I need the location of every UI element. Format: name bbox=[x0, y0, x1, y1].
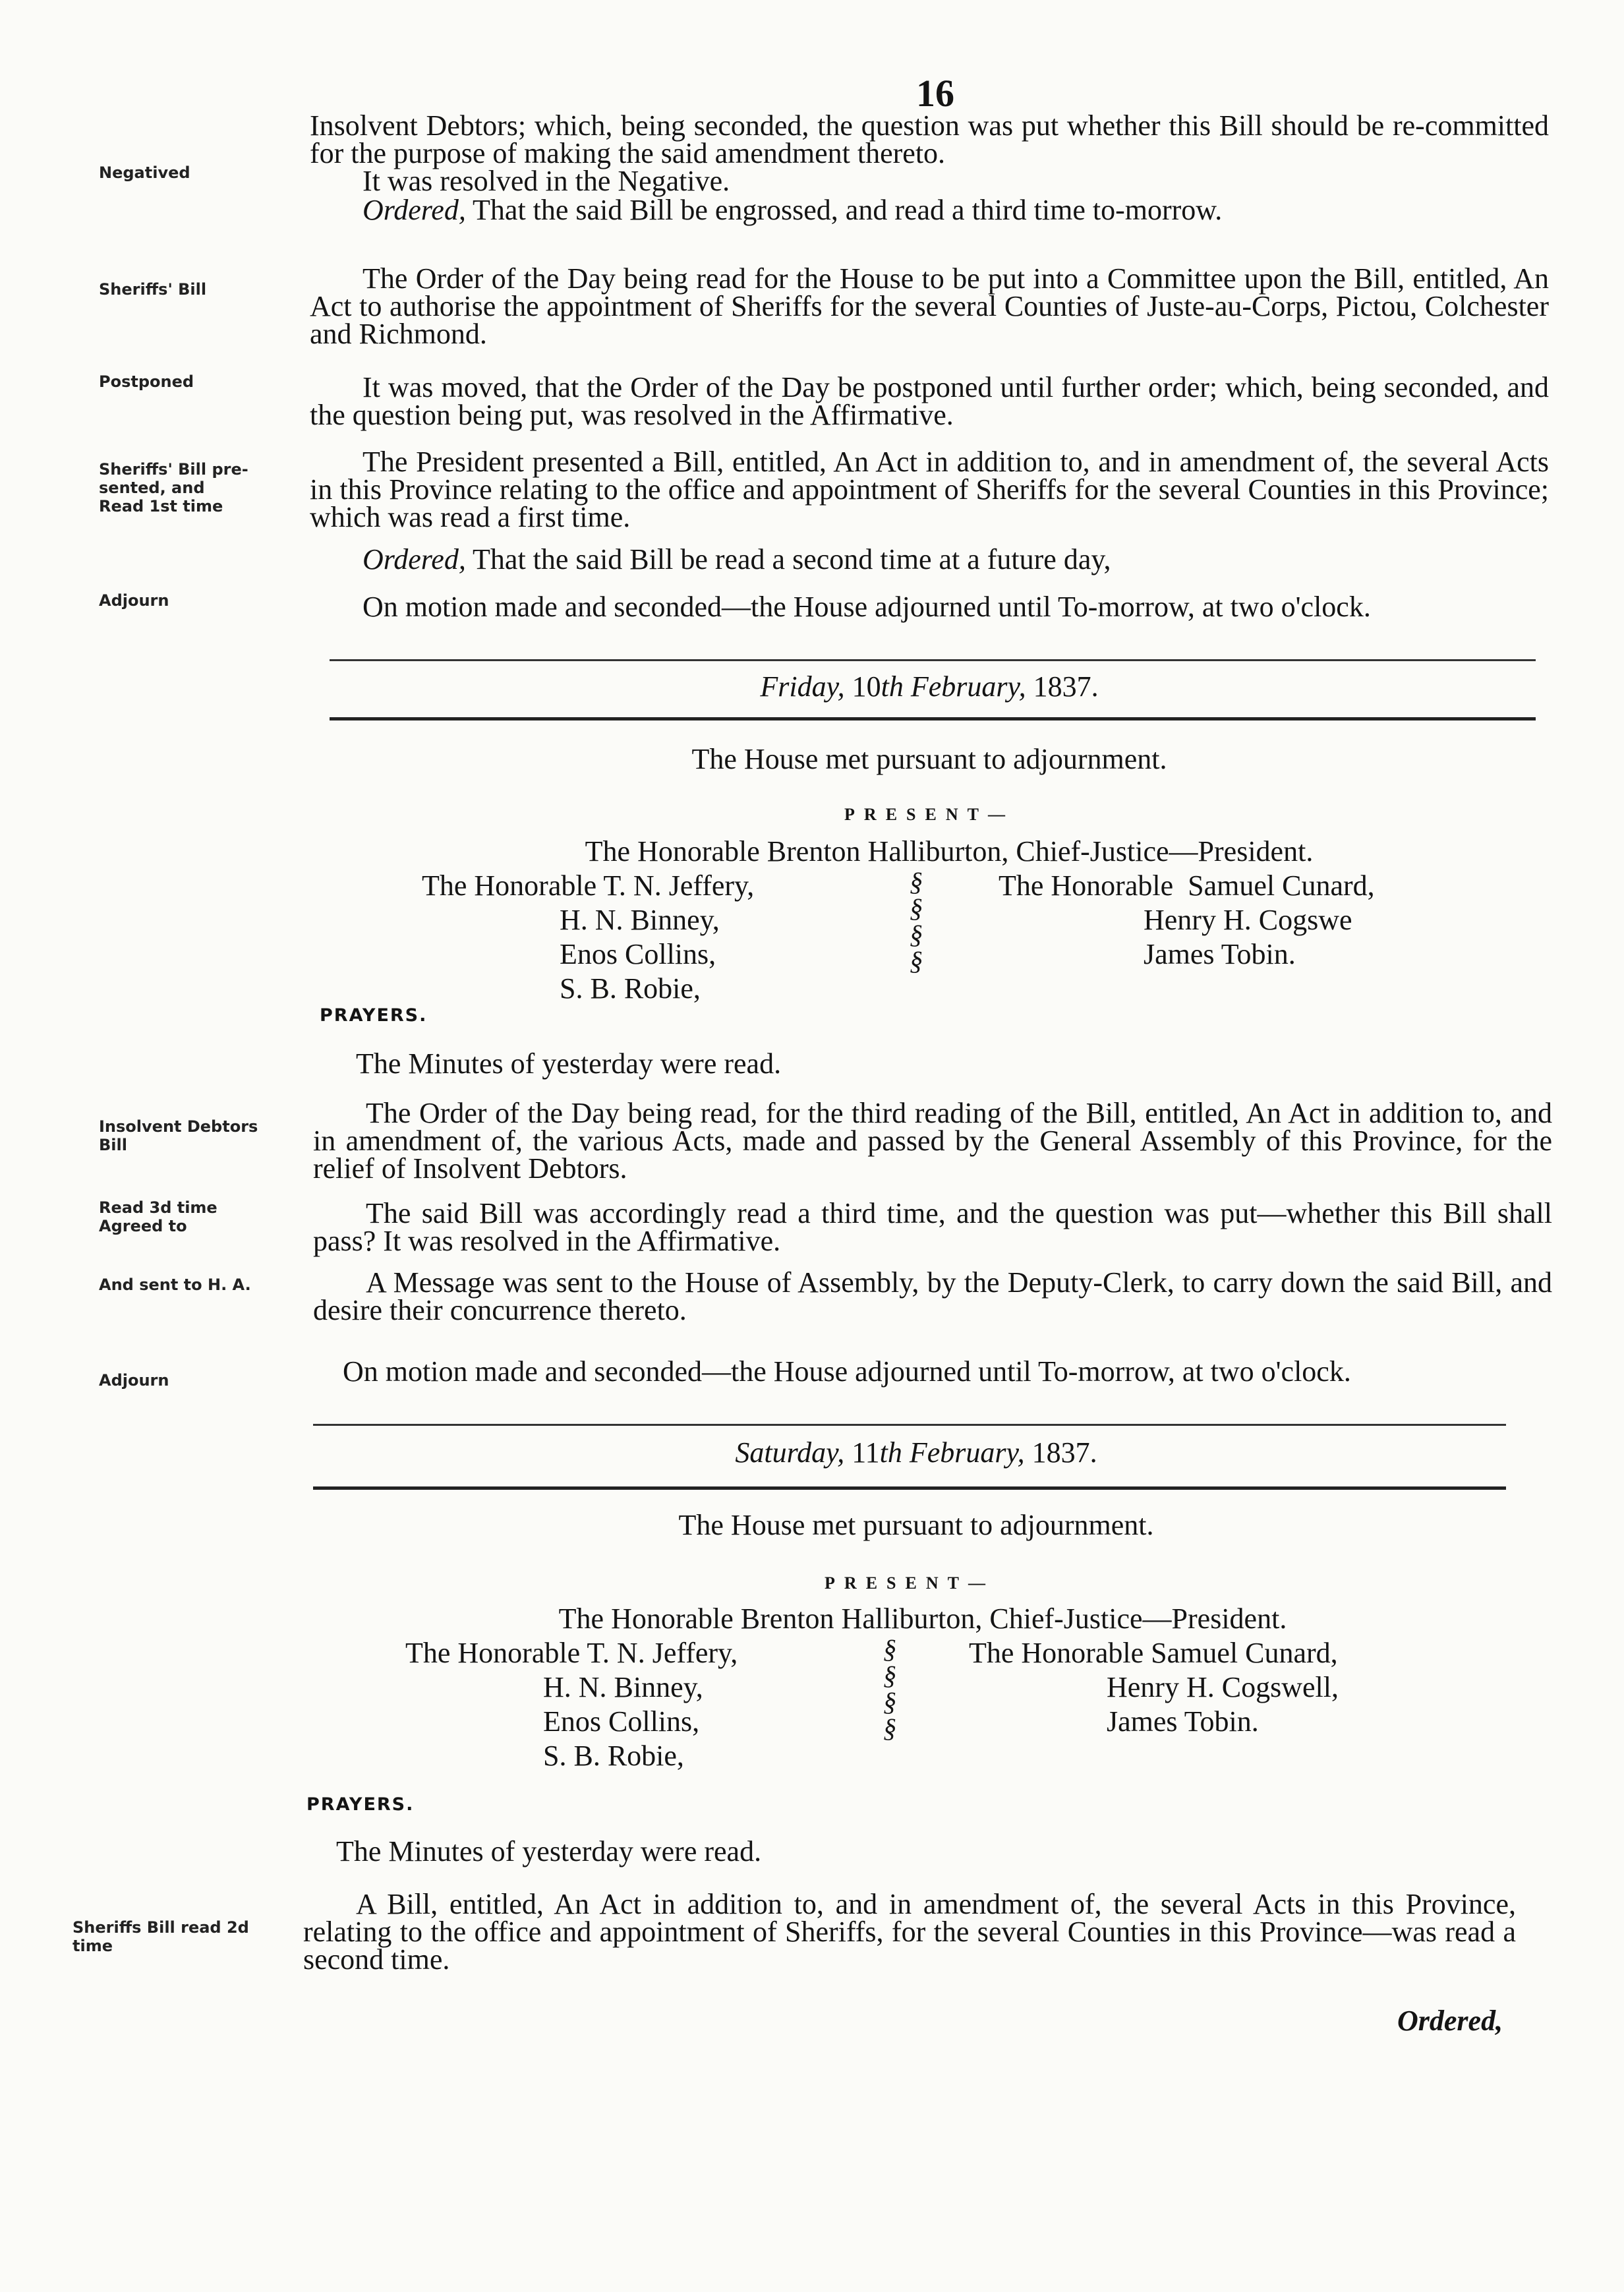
minutes-read: The Minutes of yesterday were read. bbox=[356, 1047, 782, 1080]
margin-line: Bill bbox=[99, 1136, 127, 1154]
house-met: The House met pursuant to adjournment. bbox=[678, 1509, 1154, 1541]
catchword: Ordered, bbox=[1397, 2005, 1503, 2037]
margin-note-sheriffs-bill: Sheriffs' Bill bbox=[99, 280, 207, 299]
date-day: Saturday, bbox=[735, 1436, 845, 1469]
margin-note-sent-ha: And sent to H. A. bbox=[99, 1276, 251, 1294]
margin-note-postponed: Postponed bbox=[99, 372, 194, 391]
margin-line: time bbox=[72, 1937, 113, 1955]
paragraph-order-committee: The Order of the Day being read for the House to be put into a Committee upon the Bill, entitled, An Act to authorise the appointment of Sheriffs for the several Counties of Juste-au-Corps, Pictou, Colchester and Richmond. bbox=[310, 262, 1549, 350]
page-number: 16 bbox=[916, 72, 954, 115]
president-line: The Honorable Brenton Halliburton, Chief-Justice—President. bbox=[585, 835, 1314, 867]
present-heading: PRESENT— bbox=[825, 1573, 995, 1593]
section-brace-icon: §§§§ bbox=[883, 1634, 896, 1743]
margin-note-adjourn: Adjourn bbox=[99, 591, 169, 610]
prayers-label: PRAYERS. bbox=[306, 1794, 415, 1815]
date-heading-friday bbox=[310, 671, 1549, 703]
present-heading: PRESENT— bbox=[844, 805, 1014, 824]
house-met: The House met pursuant to adjournment. bbox=[691, 743, 1167, 775]
paragraph-resolved-negative: It was resolved in the Negative. bbox=[362, 165, 730, 197]
margin-note-adjourn: Adjourn bbox=[99, 1371, 169, 1390]
paragraph-third-reading: The Order of the Day being read, for the third reading of the Bill, entitled, An Act in addition to, and in amendment of, the various Acts, made and passed by the General Assembly of this Province, for the relief of Insolvent Debtors. bbox=[313, 1097, 1552, 1185]
date-month: th February, bbox=[879, 1436, 1025, 1469]
members-left: The Honorable T. N. Jeffery, H. N. Binney, Enos Collins, S. B. Robie, bbox=[422, 869, 755, 1005]
prayers-label: PRAYERS. bbox=[320, 1005, 428, 1026]
divider-rule bbox=[313, 1424, 1506, 1426]
paragraph-insolvent-recommit: Insolvent Debtors; which, being seconded, the question was put whether this Bill should be re-committed for the purpose of making the said amendment thereto. bbox=[310, 109, 1549, 169]
date-day: Friday, bbox=[760, 670, 845, 703]
date-year: 1837. bbox=[1026, 670, 1099, 703]
ordered-text: That the said Bill be engrossed, and read a third time to-morrow. bbox=[465, 194, 1223, 226]
date-num: 10 bbox=[844, 670, 881, 703]
paragraph-postponed: It was moved, that the Order of the Day be postponed until further order; which, being seconded, and the question being put, was resolved in the Affirmative. bbox=[310, 371, 1549, 431]
paragraph-adjourned: On motion made and seconded—the House adjourned until To-morrow, at two o'clock. bbox=[343, 1355, 1351, 1388]
date-heading-saturday bbox=[297, 1437, 1536, 1469]
margin-line: sented, and bbox=[99, 479, 205, 497]
paragraph-second-reading: A Bill, entitled, An Act in addition to, and in amendment of, the several Acts in this Province, relating to the office and appointment of Sheriffs, for the several Counties in this Province—was read a second time. bbox=[303, 1888, 1516, 1976]
margin-line: Sheriffs Bill read 2d bbox=[72, 1918, 249, 1937]
paragraph-adjourned: On motion made and seconded—the House adjourned until To-morrow, at two o'clock. bbox=[362, 591, 1371, 623]
divider-rule bbox=[313, 1486, 1506, 1490]
ordered-label: Ordered, bbox=[362, 543, 466, 575]
members-right: The Honorable Samuel Cunard, Henry H. Cogswell, James Tobin. bbox=[969, 1637, 1339, 1738]
paragraph-bill-pass: The said Bill was accordingly read a third time, and the question was put—whether this Bill shall pass? It was resolved in the Affirmative. bbox=[313, 1197, 1552, 1257]
margin-line: Insolvent Debtors bbox=[99, 1117, 258, 1136]
date-year: 1837. bbox=[1024, 1436, 1097, 1469]
president-line: The Honorable Brenton Halliburton, Chief-Justice—President. bbox=[558, 1602, 1287, 1635]
margin-line: Agreed to bbox=[99, 1217, 187, 1235]
members-left: The Honorable T. N. Jeffery, H. N. Binney, Enos Collins, S. B. Robie, bbox=[405, 1637, 738, 1772]
margin-note-sheriffs-presented bbox=[99, 460, 297, 515]
date-num: 11 bbox=[844, 1436, 880, 1469]
margin-note-negatived: Negatived bbox=[99, 163, 190, 182]
minutes-read: The Minutes of yesterday were read. bbox=[336, 1835, 762, 1867]
margin-line: Read 1st time bbox=[99, 497, 223, 515]
margin-note-insolvent bbox=[99, 1117, 297, 1154]
margin-note-read3 bbox=[99, 1198, 297, 1235]
divider-rule bbox=[330, 659, 1536, 661]
section-brace-icon: §§§§ bbox=[910, 867, 923, 976]
ordered-label: Ordered, bbox=[362, 194, 466, 226]
paragraph-ordered-second-reading bbox=[310, 543, 1549, 575]
date-month: th February, bbox=[881, 670, 1026, 703]
paragraph-message-sent: A Message was sent to the House of Assembly, by the Deputy-Clerk, to carry down the said Bill, and desire their concurrence thereto. bbox=[313, 1266, 1552, 1326]
margin-note-sheriffs-read2 bbox=[72, 1918, 270, 1955]
members-right: The Honorable Samuel Cunard, Henry H. Cogswe James Tobin. bbox=[999, 869, 1375, 970]
margin-line: Sheriffs' Bill pre- bbox=[99, 460, 248, 479]
divider-rule bbox=[330, 717, 1536, 720]
ordered-text: That the said Bill be read a second time at a future day, bbox=[465, 543, 1111, 575]
paragraph-president-presented: The President presented a Bill, entitled, An Act in addition to, and in amendment of, the several Acts in this Province relating to the office and appointment of Sheriffs for the several Counties in this Province; which was read a first time. bbox=[310, 446, 1549, 533]
paragraph-ordered-engrossed bbox=[310, 196, 1549, 224]
margin-line: Read 3d time bbox=[99, 1198, 218, 1217]
